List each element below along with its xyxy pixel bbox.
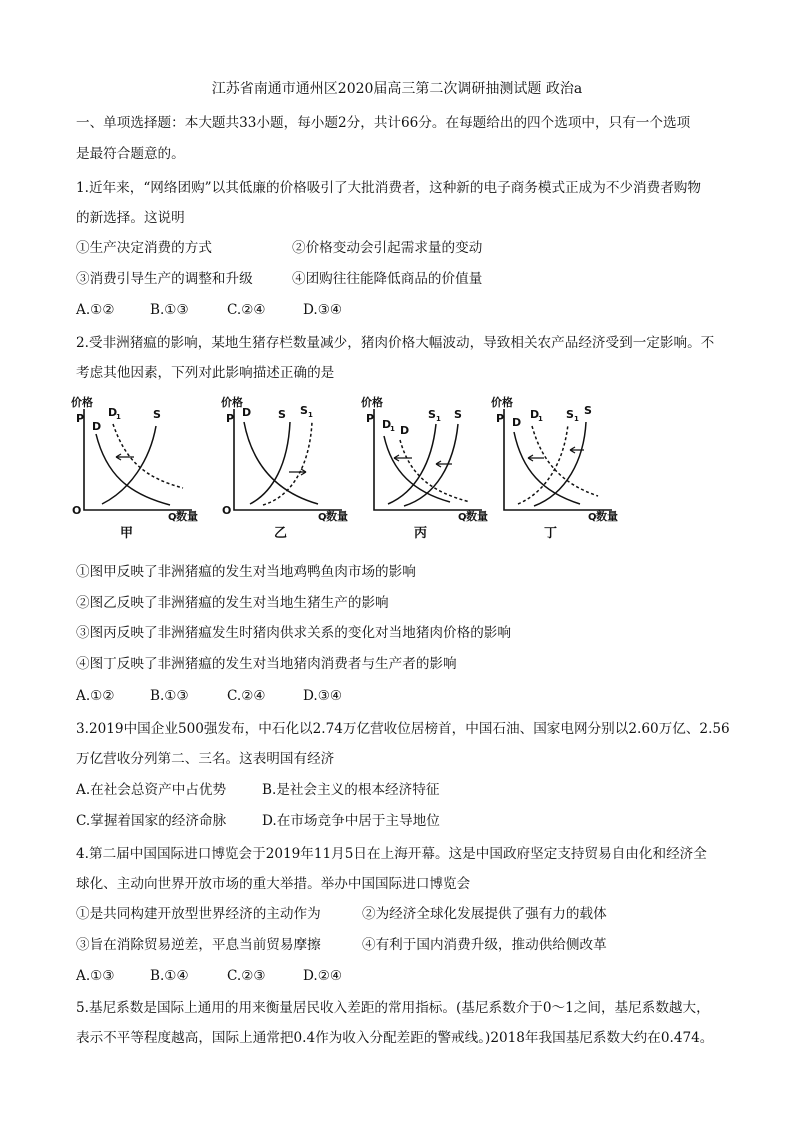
q2-statement-2: ②图乙反映了非洲猪瘟的发生对当地生猪生产的影响 (76, 595, 389, 611)
graph-ding-name: 丁 (544, 526, 558, 541)
graph-ding-price-label: 价格 (491, 396, 513, 409)
graph-jia-p-label: P (76, 412, 85, 425)
q3-option-c: C.掌握着国家的经济命脉 (76, 813, 227, 829)
q4-stem-line-1: 4.第二届中国国际进口博览会于2019年11月5日在上海开幕。这是中国政府坚定支持贸易自由化和经济全 (76, 846, 707, 862)
q5-stem-line-2: 表示不平等程度越高，国际上通常把0.4作为收入分配差距的警戒线。)2018年我国基尼系数大约在0.474。 (76, 1030, 714, 1046)
graph-yi-price-label: 价格 (221, 396, 243, 409)
q1-statement-4: ④团购往往能降低商品的价值量 (292, 271, 483, 287)
graph-yi-s-label: S (278, 408, 286, 421)
graph-bing-demand-shift-arrow (394, 455, 412, 461)
q4-choice-a: A.①③ (76, 968, 115, 984)
q2-choice-c: C.②④ (227, 688, 266, 704)
graph-jia-d-label: D (92, 420, 102, 433)
graph-jia (68, 392, 208, 542)
graph-jia-supply-curve (102, 426, 156, 504)
graph-yi-origin-label: O (222, 504, 232, 517)
q2-stem-line-1: 2.受非洲猪瘟的影响，某地生猪存栏数量减少，猪肉价格大幅波动，导致相关农产品经济受到一定影响。不 (76, 335, 715, 351)
graph-ding-s1-label: S (566, 408, 574, 421)
graph-yi-axes (234, 409, 342, 510)
graph-ding (488, 392, 628, 542)
graph-ding-d1-label: D (530, 408, 540, 421)
graph-yi-supply-curve (250, 422, 290, 504)
q5-stem-line-1: 5.基尼系数是国际上通用的用来衡量居民收入差距的常用指标。(基尼系数介于0～1之间，基尼系数越大， (76, 1000, 710, 1016)
graph-bing-demand-curve (400, 440, 470, 502)
graph-jia-q-label: Q (168, 512, 177, 523)
q1-choice-d: D.③④ (303, 302, 343, 318)
q2-statement-4: ④图丁反映了非洲猪瘟的发生对当地猪肉消费者与生产者的影响 (76, 656, 457, 672)
graph-yi-s1-subscript: 1 (308, 411, 313, 419)
graph-bing-supply-curve (404, 424, 458, 506)
q2-statement-3: ③图丙反映了非洲猪瘟发生时猪肉供求关系的变化对当地猪肉价格的影响 (76, 625, 511, 641)
q4-choice-d: D.②④ (303, 968, 343, 984)
q1-statement-1: ①生产决定消费的方式 (76, 240, 212, 256)
q2-choice-b: B.①③ (150, 688, 189, 704)
q2-choice-a: A.①② (76, 688, 115, 704)
graph-yi-quantity-label: 数量 (326, 510, 348, 523)
graph-ding-demand-curve (514, 432, 580, 504)
page-title: 江苏省南通市通州区2020届高三第二次调研抽测试题 政治a (211, 81, 583, 97)
section-instructions-line-2: 是最符合题意的。 (76, 146, 185, 162)
graph-ding-quantity-label: 数量 (596, 510, 618, 523)
q4-statement-1: ①是共同构建开放型世界经济的主动作为 (76, 906, 321, 922)
graph-bing-name: 丙 (414, 526, 428, 541)
graph-bing-d1-label: D (382, 418, 392, 431)
q3-stem-line-1: 3.2019中国企业500强发布，中石化以2.74万亿营收位居榜首，中国石油、国家电网分别以2.60万亿、2.56 (76, 721, 730, 737)
q4-statement-3: ③旨在消除贸易逆差，平息当前贸易摩擦 (76, 937, 321, 953)
section-instructions-line-1: 一、单项选择题：本大题共33小题，每小题2分，共计66分。在每题给出的四个选项中，只有一个选项 (76, 115, 691, 131)
graph-ding-supply-curve (534, 422, 586, 506)
graph-bing-s1-subscript: 1 (436, 415, 441, 423)
q4-choice-c: C.②③ (227, 968, 266, 984)
q4-statement-2: ②为经济全球化发展提供了强有力的载体 (362, 906, 607, 922)
graph-bing-q-label: Q (458, 512, 467, 523)
q1-stem-line-2: 的新选择。这说明 (76, 210, 185, 226)
graph-jia-d1-subscript: 1 (116, 413, 121, 421)
graph-ding-demand-shift-arrow (528, 455, 544, 461)
graph-ding-d-label: D (512, 416, 522, 429)
graph-bing-quantity-label: 数量 (466, 510, 488, 523)
graph-jia-quantity-label: 数量 (176, 510, 198, 523)
graph-jia-origin-label: O (72, 504, 82, 517)
graph-jia-price-label: 价格 (71, 396, 93, 409)
q1-stem-line-1: 1.近年来，“网络团购”以其低廉的价格吸引了大批消费者，这种新的电子商务模式正成为不少消费者购物 (76, 180, 701, 196)
graph-bing-s1-label: S (428, 408, 436, 421)
graph-bing-shifted-demand-curve (384, 436, 450, 502)
q4-stem-line-2: 球化、主动向世界开放市场的重大举措。举办中国国际进口博览会 (76, 876, 471, 892)
graph-jia-s-label: S (153, 408, 161, 421)
q3-option-a: A.在社会总资产中占优势 (76, 782, 227, 798)
graph-yi-shift-arrow (289, 469, 306, 475)
graph-bing-d-label: D (400, 424, 410, 437)
graph-bing-d1-subscript: 1 (390, 425, 395, 433)
graph-ding-q-label: Q (588, 512, 597, 523)
q2-statement-1: ①图甲反映了非洲猪瘟的发生对当地鸡鸭鱼肉市场的影响 (76, 564, 416, 580)
graph-jia-demand-curve (96, 434, 170, 505)
q2-choice-d: D.③④ (303, 688, 343, 704)
graph-yi-demand-curve (244, 422, 318, 504)
q2-stem-line-2: 考虑其他因素，下列对此影响描述正确的是 (76, 365, 335, 381)
graph-yi (218, 392, 358, 542)
graph-bing (358, 392, 498, 542)
graph-bing-s-label: S (454, 408, 462, 421)
graph-ding-s1-subscript: 1 (574, 415, 579, 423)
graph-jia-name: 甲 (120, 526, 134, 541)
graph-ding-shifted-demand-curve (532, 426, 598, 496)
q1-choice-c: C.②④ (227, 302, 266, 318)
q4-choice-b: B.①④ (150, 968, 189, 984)
graph-yi-s1-label: S (300, 404, 308, 417)
graph-ding-s-label: S (584, 404, 592, 417)
q3-stem-line-2: 万亿营收分列第二、三名。这表明国有经济 (76, 751, 335, 767)
q3-option-b: B.是社会主义的根本经济特征 (262, 782, 440, 798)
graph-yi-q-label: Q (318, 512, 327, 523)
graph-yi-shifted-supply-curve (263, 422, 312, 505)
q1-choice-a: A.①② (76, 302, 115, 318)
graph-bing-p-label: P (366, 412, 375, 425)
graph-ding-d1-subscript: 1 (538, 415, 543, 423)
q4-statement-4: ④有利于国内消费升级，推动供给侧改革 (362, 937, 607, 953)
q3-option-d: D.在市场竞争中居于主导地位 (262, 813, 440, 829)
graph-yi-name: 乙 (274, 526, 288, 541)
q1-statement-3: ③消费引导生产的调整和升级 (76, 271, 253, 287)
graph-yi-p-label: P (226, 412, 235, 425)
graph-bing-price-label: 价格 (361, 396, 383, 409)
graph-yi-d-label: D (242, 406, 252, 419)
graph-jia-shifted-demand-curve (113, 424, 183, 488)
supply-demand-graphs (68, 392, 668, 542)
q1-statement-2: ②价格变动会引起需求量的变动 (292, 240, 483, 256)
graph-jia-d1-label: D (108, 406, 118, 419)
graph-ding-p-label: P (496, 412, 505, 425)
q1-choice-b: B.①③ (150, 302, 189, 318)
